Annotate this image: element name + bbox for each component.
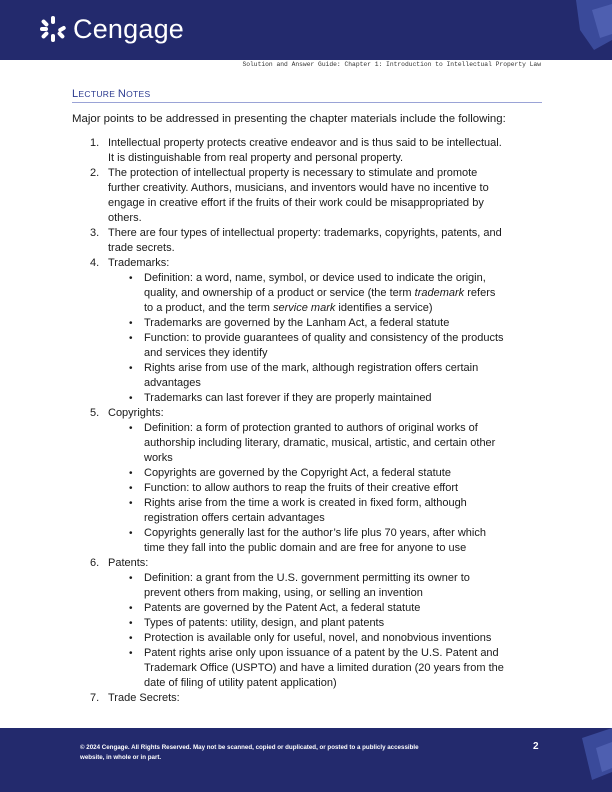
trademark-bullet: • Trademarks are governed by the Lanham Act, a federal statute — [129, 317, 450, 329]
copyright-notice: © 2024 Cengage. All Rights Reserved. May not be scanned, copied or duplicated, or posted to a publicly accessible website, in whole or in part. — [80, 744, 419, 761]
list-item-1: 1. Intellectual property protects creative endeavor and is thus said to be intellectual. It is distinguishable from real property and personal property. — [90, 137, 502, 164]
trademark-definition-bullet: • Definition: a word, name, symbol, or device used to indicate the origin, quality, and ownership of a product or service (the term trademark refers to a product, and the term service mark identifies a service) — [129, 272, 496, 314]
copyright-bullet: • Rights arise from the time a work is created in fixed form, although registration offers certain advantages — [129, 497, 467, 524]
patent-bullet: • Patent rights arise only upon issuance of a patent by the U.S. Patent and Trademark Office (USPTO) and have a limited duration (20 years from the date of filing of utility patent application) — [129, 647, 504, 689]
page-number: 2 — [533, 741, 539, 752]
intro-text: Major points to be addressed in presenting the chapter materials include the following: — [72, 113, 506, 125]
trademark-bullet: • Trademarks can last forever if they are properly maintained — [129, 392, 432, 404]
list-item-copyrights: 5. Copyrights: — [90, 407, 164, 419]
patent-bullet: • Definition: a grant from the U.S. government permitting its owner to prevent others from making, using, or selling an invention — [129, 572, 470, 599]
copyright-bullet: • Function: to allow authors to reap the fruits of their creative effort — [129, 482, 459, 494]
running-head: Solution and Answer Guide: Chapter 1: Introduction to Intellectual Property Law — [242, 61, 541, 68]
section-title: LECTURE NOTES — [72, 88, 542, 103]
cengage-logo — [38, 14, 184, 44]
trademark-bullet: • Function: to provide guarantees of quality and consistency of the products and services they identify — [129, 332, 504, 359]
header-decoration — [562, 0, 612, 60]
list-item-trade-secrets: 7. Trade Secrets: — [90, 692, 180, 704]
lecture-notes-list — [72, 136, 542, 706]
trademark-bullet: • Rights arise from use of the mark, although registration offers certain advantages — [129, 362, 479, 389]
cengage-burst-icon — [38, 14, 68, 44]
list-item-2: 2. The protection of intellectual property is necessary to stimulate and promote further creativity. Authors, musicians, and inventors would have no incentive to engage in creative effort if the fruits of their work could be misappropriated by others. — [90, 167, 489, 224]
brand-name: Cengage — [73, 14, 184, 44]
list-item-trademarks: 4. Trademarks: — [90, 257, 170, 269]
copyright-bullet: • Definition: a form of protection granted to authors of original works of authorship including literary, dramatic, musical, artistic, and certain other works — [129, 422, 496, 464]
copyright-bullet: • Copyrights are governed by the Copyright Act, a federal statute — [129, 467, 451, 479]
copyright-bullet: • Copyrights generally last for the author’s life plus 70 years, after which time they fall into the public domain and are free for anyone to use — [129, 527, 486, 554]
list-item-patents: 6. Patents: — [90, 557, 149, 569]
patent-bullet: • Patents are governed by the Patent Act, a federal statute — [129, 602, 421, 614]
patent-bullet: • Types of patents: utility, design, and plant patents — [129, 617, 385, 629]
patent-bullet: • Protection is available only for useful, novel, and nonobvious inventions — [129, 632, 492, 644]
footer-band — [0, 728, 612, 792]
header-band — [0, 0, 612, 60]
list-item-3: 3. There are four types of intellectual property: trademarks, copyrights, patents, and trade secrets. — [90, 227, 502, 254]
footer-decoration — [562, 728, 612, 792]
